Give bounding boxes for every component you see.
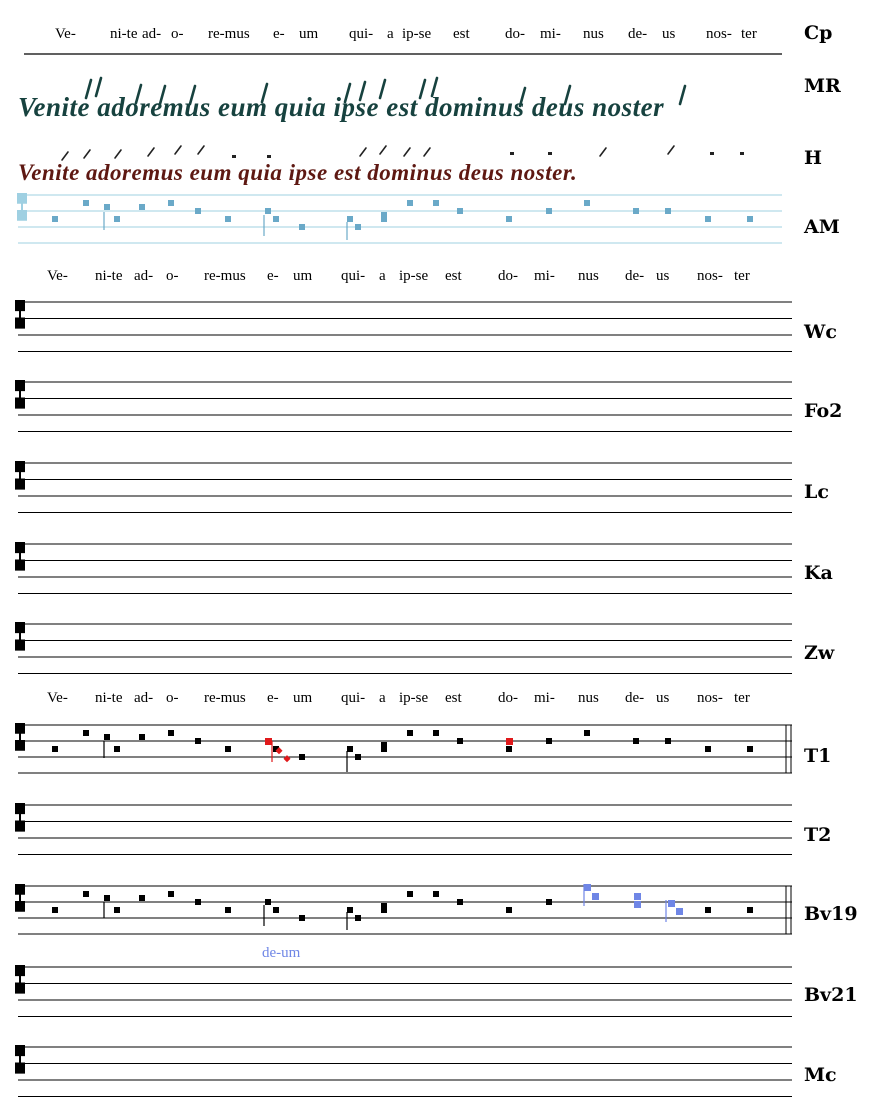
note-t1	[52, 746, 58, 752]
source-label-t1: T1	[804, 745, 832, 767]
note-bv19	[407, 891, 413, 897]
syllable: Ve-	[47, 268, 68, 284]
note-t1	[104, 734, 110, 740]
neume-dot	[232, 155, 236, 158]
c-clef-icon	[16, 804, 24, 831]
note-bv19	[168, 891, 174, 897]
neume-stroke	[148, 148, 154, 156]
syllable: nos-	[697, 268, 723, 284]
note-t1	[355, 754, 361, 760]
syllable: a	[387, 26, 394, 42]
note-am	[114, 216, 120, 222]
note-am	[747, 216, 753, 222]
note-am	[195, 208, 201, 214]
syllable: ad-	[142, 26, 162, 42]
note-am	[225, 216, 231, 222]
syllable: ad-	[134, 690, 154, 706]
syllable: re-mus	[204, 690, 246, 706]
note-t1	[705, 746, 711, 752]
note-t1-variant	[265, 738, 272, 745]
note-bv19	[83, 891, 89, 897]
syllable: mi-	[534, 690, 555, 706]
note-am	[433, 200, 439, 206]
note-bv19	[546, 899, 552, 905]
syllable: re-mus	[204, 268, 246, 284]
note-am	[83, 200, 89, 206]
note-am	[265, 208, 271, 214]
syllable: um	[293, 690, 313, 706]
note-bv19-variant	[668, 900, 675, 907]
note-bv19-variant	[634, 893, 641, 900]
note-am	[52, 216, 58, 222]
note-t1-variant	[283, 755, 290, 762]
neume-stroke	[62, 152, 68, 160]
note-am	[139, 204, 145, 210]
syllable: ip-se	[399, 690, 429, 706]
note-bv19	[114, 907, 120, 913]
syllable: re-mus	[208, 26, 250, 42]
source-label-cp: Cp	[804, 22, 833, 44]
syllable: nus	[578, 268, 599, 284]
syllable: de-	[625, 268, 645, 284]
note-am	[457, 208, 463, 214]
note-am	[273, 216, 279, 222]
syllable: ip-se	[399, 268, 429, 284]
note-am	[546, 208, 552, 214]
source-label-bv19: Bv19	[804, 903, 858, 925]
syllable: do-	[505, 26, 525, 42]
syllable: a	[379, 268, 386, 284]
syllable: um	[299, 26, 319, 42]
note-t1	[584, 730, 590, 736]
note-t1	[83, 730, 89, 736]
note-am	[347, 216, 353, 222]
note-bv19-variant	[592, 893, 599, 900]
syllable: ter	[734, 690, 750, 706]
source-label-fo2: Fo2	[804, 400, 843, 422]
neume-dot	[548, 152, 552, 155]
syllable: de-	[625, 690, 645, 706]
syllable: do-	[498, 690, 518, 706]
syllable: ni-te	[110, 26, 138, 42]
note-am	[381, 216, 387, 222]
source-label-zw: Zw	[804, 642, 835, 664]
note-bv19-variant	[634, 901, 641, 908]
neume-stroke	[84, 150, 90, 158]
note-am	[705, 216, 711, 222]
syllable: o-	[166, 268, 179, 284]
note-bv19	[273, 907, 279, 913]
note-t1	[665, 738, 671, 744]
note-bv19	[104, 895, 110, 901]
note-t1	[381, 746, 387, 752]
note-t1	[225, 746, 231, 752]
syllable: mi-	[540, 26, 561, 42]
note-am	[355, 224, 361, 230]
note-bv19	[225, 907, 231, 913]
note-am	[506, 216, 512, 222]
syllable: e-	[267, 690, 279, 706]
note-bv19	[347, 907, 353, 913]
syllable: e-	[267, 268, 279, 284]
note-bv19-variant	[584, 884, 591, 891]
note-t1	[195, 738, 201, 744]
note-t1	[747, 746, 753, 752]
syllable: us	[662, 26, 676, 42]
variant-reading-label: de-um	[262, 945, 301, 961]
c-clef-icon	[16, 543, 24, 570]
syllable: qui-	[341, 690, 366, 706]
syllable: nos-	[697, 690, 723, 706]
syllable: do-	[498, 268, 518, 284]
neume-stroke	[380, 146, 386, 154]
neume-dot	[710, 152, 714, 155]
neume-stroke	[198, 146, 204, 154]
syllable: Ve-	[55, 26, 76, 42]
note-bv19	[355, 915, 361, 921]
syllable: ni-te	[95, 268, 123, 284]
syllable: ip-se	[402, 26, 432, 42]
note-bv19	[705, 907, 711, 913]
syllable: est	[453, 26, 470, 42]
note-t1	[457, 738, 463, 744]
source-label-t2: T2	[804, 824, 832, 846]
source-label-mc: Mc	[804, 1064, 837, 1086]
source-label-am: AM	[804, 216, 840, 238]
neume-dot	[267, 155, 271, 158]
note-bv19	[52, 907, 58, 913]
neume-stroke	[600, 148, 606, 156]
note-bv19	[506, 907, 512, 913]
c-clef-icon	[16, 885, 24, 912]
neume-stroke	[404, 148, 410, 156]
neume-stroke	[680, 86, 685, 104]
note-t1	[506, 746, 512, 752]
source-label-ka: Ka	[804, 562, 833, 584]
note-t1	[299, 754, 305, 760]
source-label-wc: Wc	[804, 321, 837, 343]
syllable: est	[445, 690, 462, 706]
syllable: a	[379, 690, 386, 706]
neume-stroke	[668, 146, 674, 154]
note-bv19	[139, 895, 145, 901]
note-t1	[433, 730, 439, 736]
note-bv19	[747, 907, 753, 913]
syllable: um	[293, 268, 313, 284]
note-t1	[347, 746, 353, 752]
note-am	[633, 208, 639, 214]
note-t1	[407, 730, 413, 736]
syllable: us	[656, 690, 670, 706]
syllable: qui-	[349, 26, 374, 42]
c-clef-icon	[16, 381, 24, 408]
syllable: de-	[628, 26, 648, 42]
source-label-lc: Lc	[804, 481, 829, 503]
note-bv19	[265, 899, 271, 905]
note-bv19-variant	[676, 908, 683, 915]
neume-stroke	[360, 148, 366, 156]
note-am	[407, 200, 413, 206]
syllable: qui-	[341, 268, 366, 284]
syllable: o-	[166, 690, 179, 706]
note-bv19	[195, 899, 201, 905]
c-clef-icon	[18, 194, 26, 221]
note-t1	[168, 730, 174, 736]
syllable: us	[656, 268, 670, 284]
syllable: ad-	[134, 268, 154, 284]
c-clef-icon	[16, 966, 24, 993]
note-t1	[114, 746, 120, 752]
c-clef-icon	[16, 1046, 24, 1073]
neume-dot	[740, 152, 744, 155]
syllable: Ve-	[47, 690, 68, 706]
syllable: nos-	[706, 26, 732, 42]
note-am	[584, 200, 590, 206]
neume-stroke	[115, 150, 121, 158]
source-label-bv21: Bv21	[804, 984, 858, 1006]
note-bv19	[299, 915, 305, 921]
note-am	[665, 208, 671, 214]
syllable: o-	[171, 26, 184, 42]
neume-stroke	[424, 148, 430, 156]
note-t1-variant	[506, 738, 513, 745]
c-clef-icon	[16, 301, 24, 328]
c-clef-icon	[16, 623, 24, 650]
syllable: nus	[578, 690, 599, 706]
syllable: e-	[273, 26, 285, 42]
note-am	[299, 224, 305, 230]
note-t1	[633, 738, 639, 744]
note-bv19	[381, 907, 387, 913]
syllable: ter	[734, 268, 750, 284]
manuscript-h-text: Venite adoremus eum quia ipse est dominus deus noster.	[18, 160, 578, 185]
note-bv19	[433, 891, 439, 897]
source-label-h: H	[804, 147, 822, 169]
note-am	[168, 200, 174, 206]
syllable: nus	[583, 26, 604, 42]
syllable: ter	[741, 26, 757, 42]
manuscript-mr-text: Venite adoremus eum quia ipse est dominus deus noster	[18, 92, 665, 122]
neume-dot	[510, 152, 514, 155]
note-bv19	[457, 899, 463, 905]
neume-stroke	[175, 146, 181, 154]
c-clef-icon	[16, 724, 24, 751]
note-am	[104, 204, 110, 210]
syllable: ni-te	[95, 690, 123, 706]
note-t1	[139, 734, 145, 740]
c-clef-icon	[16, 462, 24, 489]
syllable: est	[445, 268, 462, 284]
syllable: mi-	[534, 268, 555, 284]
note-t1	[546, 738, 552, 744]
source-label-mr: MR	[804, 75, 841, 97]
